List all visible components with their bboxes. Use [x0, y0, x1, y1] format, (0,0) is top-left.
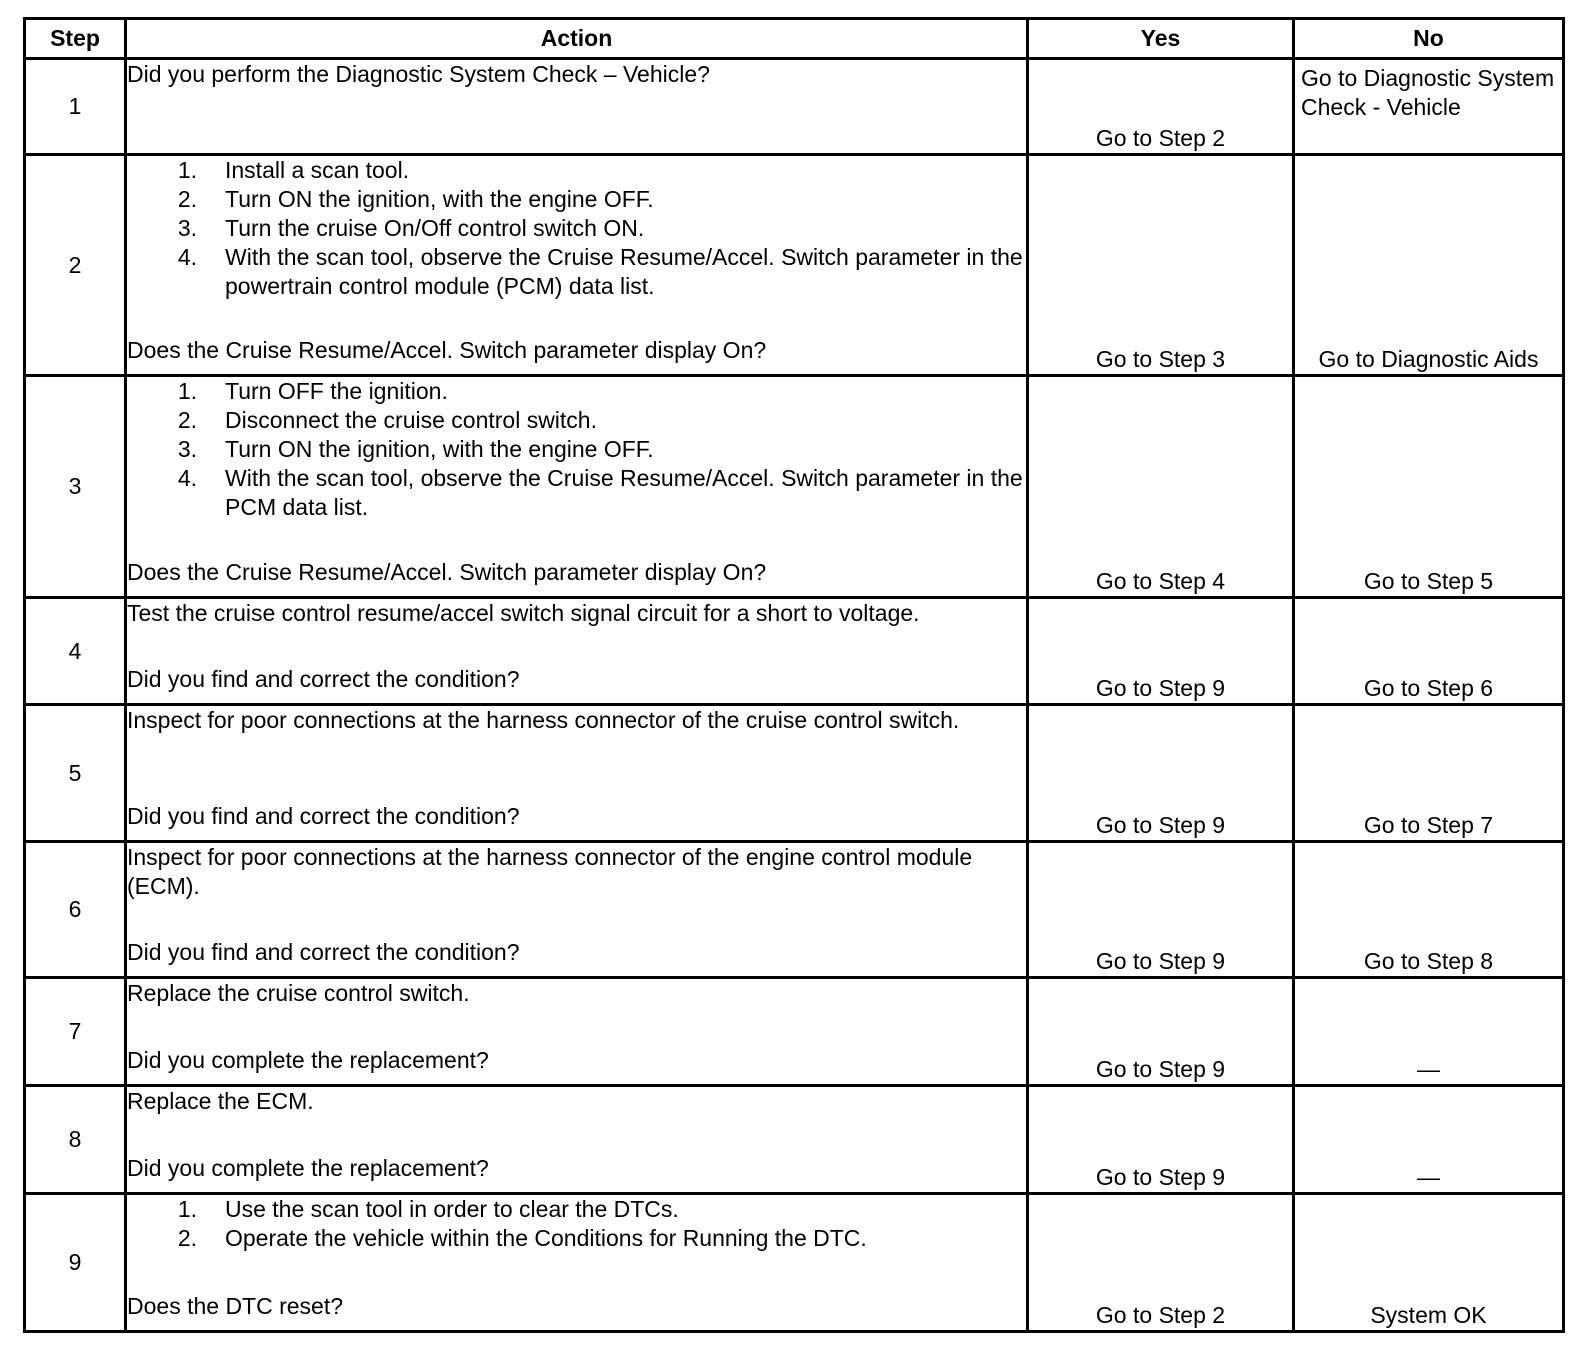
list-item: [127, 1224, 1026, 1253]
table-row: [25, 1086, 1564, 1194]
action-text: Did you perform the Diagnostic System Check – Vehicle?: [127, 61, 710, 87]
list-item-text: Install a scan tool.: [225, 157, 410, 183]
action-text: Replace the cruise control switch.: [127, 980, 470, 1006]
list-item: [127, 406, 1026, 435]
list-item-text: With the scan tool, observe the Cruise Resume/Accel. Switch parameter in the PCM data list.: [225, 465, 1023, 520]
step-number: 5: [25, 705, 126, 842]
list-item-text: Operate the vehicle within the Conditions for Running the DTC.: [225, 1225, 867, 1251]
table-row: [25, 376, 1564, 598]
no-outcome: Go to Step 8: [1294, 842, 1564, 978]
list-item-text: Turn ON the ignition, with the engine OFF.: [225, 436, 654, 462]
header-action: Action: [126, 19, 1028, 59]
list-item-number: 2.: [177, 407, 197, 433]
table-row: [25, 705, 1564, 842]
list-item-number: 2.: [177, 186, 197, 212]
yes-outcome: Go to Step 2: [1028, 59, 1294, 155]
list-item: [127, 435, 1026, 464]
no-outcome: System OK: [1294, 1194, 1564, 1332]
action-text: Inspect for poor connections at the harness connector of the cruise control switch.: [127, 707, 960, 733]
action-cell: [126, 59, 1028, 155]
action-question: Did you complete the replacement?: [127, 1155, 489, 1181]
list-item-text: Disconnect the cruise control switch.: [225, 407, 597, 433]
step-number: 9: [25, 1194, 126, 1332]
step-number: 6: [25, 842, 126, 978]
action-cell: [126, 155, 1028, 376]
table-body: [25, 59, 1564, 1332]
list-item-number: 1.: [177, 1196, 197, 1222]
table-row: [25, 155, 1564, 376]
list-item-number: 4.: [177, 244, 197, 270]
list-item: [127, 464, 1026, 522]
list-item-number: 1.: [177, 157, 197, 183]
yes-outcome: Go to Step 2: [1028, 1194, 1294, 1332]
procedure-list: [127, 377, 1026, 522]
table-row: [25, 842, 1564, 978]
action-cell: [126, 1194, 1028, 1332]
list-item-number: 4.: [177, 465, 197, 491]
procedure-list: [127, 156, 1026, 301]
list-item: [127, 214, 1026, 243]
action-question: Does the Cruise Resume/Accel. Switch parameter display On?: [127, 559, 767, 585]
step-number: 4: [25, 598, 126, 705]
list-item-text: With the scan tool, observe the Cruise Resume/Accel. Switch parameter in the powertrain control module (PCM) data list.: [225, 244, 1023, 299]
action-cell: [126, 842, 1028, 978]
action-cell: [126, 376, 1028, 598]
list-item: [127, 243, 1026, 301]
procedure-list: [127, 1195, 1026, 1253]
list-item: [127, 377, 1026, 406]
step-number: 8: [25, 1086, 126, 1194]
action-question: Did you find and correct the condition?: [127, 939, 520, 965]
list-item-text: Turn OFF the ignition.: [225, 378, 448, 404]
list-item: [127, 1195, 1026, 1224]
table-row: [25, 1194, 1564, 1332]
action-question: Did you complete the replacement?: [127, 1047, 489, 1073]
step-number: 3: [25, 376, 126, 598]
action-cell: [126, 705, 1028, 842]
yes-outcome: Go to Step 3: [1028, 155, 1294, 376]
action-question: Does the Cruise Resume/Accel. Switch parameter display On?: [127, 337, 767, 363]
table-row: [25, 598, 1564, 705]
action-question: Did you find and correct the condition?: [127, 803, 520, 829]
header-step: Step: [25, 19, 126, 59]
yes-outcome: Go to Step 9: [1028, 705, 1294, 842]
list-item-number: 1.: [177, 378, 197, 404]
list-item: [127, 156, 1026, 185]
step-number: 1: [25, 59, 126, 155]
action-text: Replace the ECM.: [127, 1088, 314, 1114]
list-item-number: 3.: [177, 215, 197, 241]
step-number: 2: [25, 155, 126, 376]
action-question: Does the DTC reset?: [127, 1293, 344, 1319]
yes-outcome: Go to Step 4: [1028, 376, 1294, 598]
list-item-text: Use the scan tool in order to clear the DTCs.: [225, 1196, 679, 1222]
no-outcome: —: [1294, 978, 1564, 1086]
no-outcome: —: [1294, 1086, 1564, 1194]
action-cell: [126, 1086, 1028, 1194]
no-outcome: Go to Step 6: [1294, 598, 1564, 705]
list-item: [127, 185, 1026, 214]
no-outcome: Go to Step 5: [1294, 376, 1564, 598]
no-outcome: Go to Diagnostic Aids: [1294, 155, 1564, 376]
step-number: 7: [25, 978, 126, 1086]
header-no: No: [1294, 19, 1564, 59]
list-item-text: Turn ON the ignition, with the engine OFF.: [225, 186, 654, 212]
no-outcome: Go to Step 7: [1294, 705, 1564, 842]
list-item-number: 3.: [177, 436, 197, 462]
yes-outcome: Go to Step 9: [1028, 598, 1294, 705]
list-item-number: 2.: [177, 1225, 197, 1251]
action-text: Test the cruise control resume/accel switch signal circuit for a short to voltage.: [127, 600, 920, 626]
header-row: [25, 19, 1564, 59]
no-outcome: Go to Diagnostic System Check - Vehicle: [1294, 59, 1564, 155]
yes-outcome: Go to Step 9: [1028, 842, 1294, 978]
table-row: [25, 59, 1564, 155]
action-text: Inspect for poor connections at the harness connector of the engine control module (ECM).: [127, 844, 973, 899]
action-cell: [126, 598, 1028, 705]
action-question: Did you find and correct the condition?: [127, 666, 520, 692]
header-yes: Yes: [1028, 19, 1294, 59]
table-row: [25, 978, 1564, 1086]
action-cell: [126, 978, 1028, 1086]
diagnostic-table: [23, 17, 1565, 1333]
list-item-text: Turn the cruise On/Off control switch ON.: [225, 215, 645, 241]
yes-outcome: Go to Step 9: [1028, 978, 1294, 1086]
yes-outcome: Go to Step 9: [1028, 1086, 1294, 1194]
